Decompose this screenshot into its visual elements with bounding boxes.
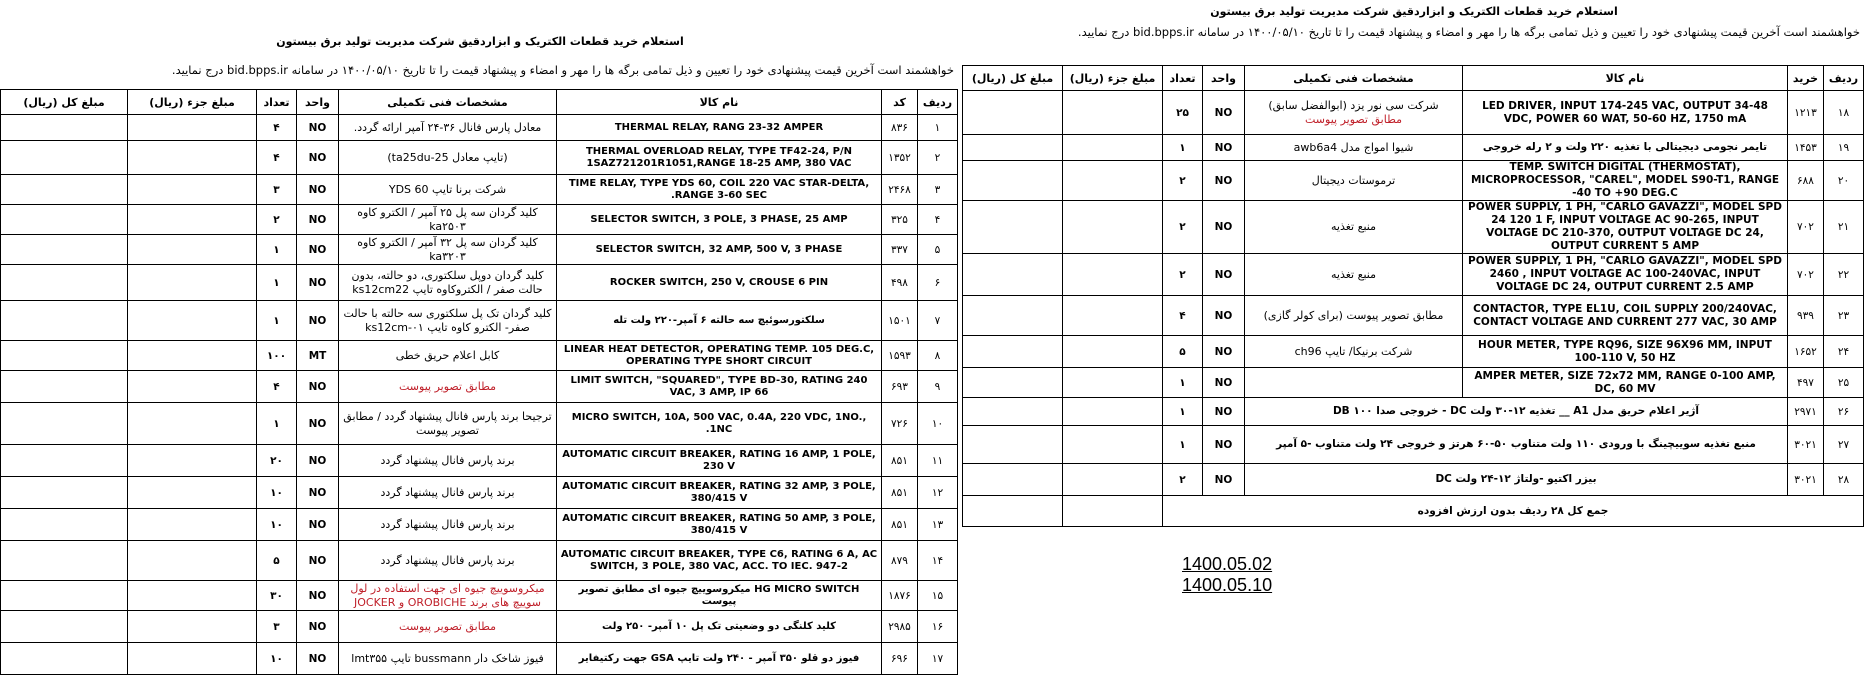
header-code: خرید xyxy=(1788,66,1824,91)
total-price-cell xyxy=(963,398,1063,426)
unit-price-cell xyxy=(128,205,257,235)
item-spec: شرکت برنا تایپ YDS 60 xyxy=(339,175,557,205)
item-spec: کابل اعلام حریق خطی xyxy=(339,341,557,371)
left-table-header xyxy=(1,90,958,115)
item-name: THERMAL RELAY, RANG 23-32 AMPER xyxy=(557,115,882,141)
item-unit: NO xyxy=(1203,398,1245,426)
table-row xyxy=(963,464,1864,496)
item-name: کلید کلنگی دو وضعیتی تک پل ۱۰ آمپر- ۲۵۰ ولت xyxy=(557,611,882,643)
item-name: SELECTOR SWITCH, 32 AMP, 500 V, 3 PHASE xyxy=(557,235,882,265)
total-label: جمع کل ۲۸ ردیف بدون ارزش افزوده xyxy=(1163,496,1864,527)
item-unit: NO xyxy=(297,175,339,205)
item-name: سلکتورسوئیچ سه حالته ۶ آمپر-۲۲۰ ولت تله xyxy=(557,301,882,341)
item-code: ۲۴۶۸ xyxy=(882,175,918,205)
row-number: ۲۸ xyxy=(1824,464,1864,496)
item-name: AUTOMATIC CIRCUIT BREAKER, RATING 50 AMP, 3 POLE, 380/415 V xyxy=(557,509,882,541)
item-name: THERMAL OVERLOAD RELAY, TYPE TF42-24, P/N 1SAZ721201R1051,RANGE 18-25 AMP, 380 VAC xyxy=(557,141,882,175)
total-price-cell xyxy=(1,643,128,675)
table-row xyxy=(1,235,958,265)
item-spec xyxy=(1245,135,1463,161)
total-price-cell xyxy=(1,235,128,265)
item-unit: NO xyxy=(297,403,339,445)
item-qty: ۲ xyxy=(1163,254,1203,296)
unit-price-cell xyxy=(1063,296,1163,336)
item-name: HOUR METER, TYPE RQ96, SIZE 96X96 MM, INPUT 100-110 V, 50 HZ xyxy=(1463,336,1788,368)
total-price-cell xyxy=(963,201,1063,254)
item-code: ۱۴۵۳ xyxy=(1788,135,1824,161)
item-code: ۷۰۲ xyxy=(1788,201,1824,254)
total-price-cell xyxy=(963,368,1063,398)
total-price-cell xyxy=(963,161,1063,201)
right-sheet xyxy=(962,0,1866,527)
header-qty: تعداد xyxy=(257,90,297,115)
table-row xyxy=(963,201,1864,254)
table-row xyxy=(1,643,958,675)
item-code: ۲۹۷۱ xyxy=(1788,398,1824,426)
total-price-cell xyxy=(1,611,128,643)
item-spec: (تایپ معادل ta25du-25) xyxy=(339,141,557,175)
item-name: AUTOMATIC CIRCUIT BREAKER, TYPE C6, RATING 6 A, AC SWITCH, 3 POLE, 380 VAC, ACC. TO IEC. 947-2 xyxy=(557,541,882,581)
table-row xyxy=(963,426,1864,464)
item-unit: NO xyxy=(297,445,339,477)
item-spec: مطابق تصویر پیوست xyxy=(339,371,557,403)
item-unit: NO xyxy=(297,477,339,509)
total-price-cell xyxy=(1,175,128,205)
table-row xyxy=(963,296,1864,336)
unit-price-cell xyxy=(128,541,257,581)
item-spec-text: شیوا امواج مدل awb6a4 xyxy=(1293,140,1414,154)
item-spec: کلید گردان سه پل ۲۵ آمپر / الکترو کاوه ka۲۵۰۳ xyxy=(339,205,557,235)
item-code: ۱۶۵۲ xyxy=(1788,336,1824,368)
item-qty: ۱ xyxy=(1163,135,1203,161)
item-spec: کلید گردان دوپل سلکتوری، دو حالته، بدون حالت صفر / الکتروکاوه تایپ ks12cm22 xyxy=(339,265,557,301)
row-number: ۵ xyxy=(918,235,958,265)
item-code: ۱۲۱۳ xyxy=(1788,91,1824,135)
row-number: ۱۲ xyxy=(918,477,958,509)
item-spec: میکروسوییچ جیوه ای جهت استفاده در لول سوییچ های برند OROBICHE و JOCKER xyxy=(339,581,557,611)
row-number: ۲۳ xyxy=(1824,296,1864,336)
item-name: POWER SUPPLY, 1 PH, "CARLO GAVAZZI", MODEL SPD 24 120 1 F, INPUT VOLTAGE AC 90-265, INPUT VOLTAGE DC 210-370, OUTPUT VOLTAGE DC 24, OUTPUT CURRENT 5 AMP xyxy=(1463,201,1788,254)
header-unit: واحد xyxy=(297,90,339,115)
total-price-cell xyxy=(1,477,128,509)
header-unit: واحد xyxy=(1203,66,1245,91)
header-total-price: مبلغ کل (ریال) xyxy=(1,90,128,115)
table-row xyxy=(963,91,1864,135)
row-number: ۲ xyxy=(918,141,958,175)
total-unit-price-cell xyxy=(1063,496,1163,527)
right-items-table xyxy=(962,65,1864,527)
header-item-name: نام کالا xyxy=(1463,66,1788,91)
item-spec: برند پارس فانال پیشنهاد گردد xyxy=(339,541,557,581)
item-qty: ۳۰ xyxy=(257,581,297,611)
row-number: ۱۳ xyxy=(918,509,958,541)
item-spec-text: شرکت سی نور یزد (ابوالفضل سابق) xyxy=(1268,98,1439,112)
item-code: ۸۳۶ xyxy=(882,115,918,141)
total-price-cell xyxy=(963,254,1063,296)
item-unit: NO xyxy=(297,141,339,175)
item-qty: ۳ xyxy=(257,175,297,205)
item-name: POWER SUPPLY, 1 PH, "CARLO GAVAZZI", MODEL SPD 2460 , INPUT VOLTAGE AC 100-240VAC, INPUT VOLTAGE DC 24, OUTPUT CURRENT 2.5 AMP xyxy=(1463,254,1788,296)
item-spec: مطابق تصویر پیوست xyxy=(339,611,557,643)
total-row xyxy=(963,496,1864,527)
total-price-cell xyxy=(1,341,128,371)
item-qty: ۱۰ xyxy=(257,509,297,541)
item-unit: MT xyxy=(297,341,339,371)
row-number: ۱۵ xyxy=(918,581,958,611)
header-spec: مشخصات فنی تکمیلی xyxy=(339,90,557,115)
item-spec-text: شرکت برنیکا/ تایپ ch96 xyxy=(1294,344,1413,358)
item-name: منبع تغذیه سوییچینگ با ورودی ۱۱۰ ولت متناوب ۵۰-۶۰ هرتز و خروجی ۲۴ ولت متناوب -۵ آمپر xyxy=(1245,426,1788,464)
unit-price-cell xyxy=(1063,201,1163,254)
item-unit: NO xyxy=(1203,336,1245,368)
row-number: ۱۹ xyxy=(1824,135,1864,161)
table-row xyxy=(1,141,958,175)
item-code: ۱۳۵۲ xyxy=(882,141,918,175)
right-table-body xyxy=(963,91,1864,496)
date-start: 1400.05.02 xyxy=(1182,554,1273,574)
unit-price-cell xyxy=(128,301,257,341)
table-row xyxy=(1,541,958,581)
unit-price-cell xyxy=(128,141,257,175)
row-number: ۲۱ xyxy=(1824,201,1864,254)
header-row-no: ردیف xyxy=(1824,66,1864,91)
item-spec: برند پارس فانال پیشنهاد گردد xyxy=(339,445,557,477)
item-spec: کلید گردان تک پل سلکتوری سه حالته با حالت صفر- الکترو کاوه تایپ ks12cm-۰۱ xyxy=(339,301,557,341)
total-price-cell xyxy=(1,301,128,341)
left-sheet-title: استعلام خرید قطعات الکتریک و ابزاردقیق شرکت مدیریت تولید برق بیستون xyxy=(276,35,684,48)
item-code: ۶۸۸ xyxy=(1788,161,1824,201)
item-unit: NO xyxy=(297,235,339,265)
unit-price-cell xyxy=(128,509,257,541)
row-number: ۲۰ xyxy=(1824,161,1864,201)
item-unit: NO xyxy=(297,115,339,141)
item-unit: NO xyxy=(1203,296,1245,336)
item-spec-text: ترموستات دیجیتال xyxy=(1311,173,1396,187)
total-price-cell xyxy=(1,115,128,141)
header-unit-price: مبلغ جزء (ریال) xyxy=(1063,66,1163,91)
unit-price-cell xyxy=(128,477,257,509)
dates-block xyxy=(1182,554,1272,596)
item-spec-text: مطابق تصویر پیوست (برای کولر گازی) xyxy=(1263,308,1444,322)
unit-price-cell xyxy=(1063,398,1163,426)
item-code: ۷۲۶ xyxy=(882,403,918,445)
header-code: کد xyxy=(882,90,918,115)
item-name: CONTACTOR, TYPE EL1U, COIL SUPPLY 200/240VAC, CONTACT VOLTAGE AND CURRENT 277 VAC, 30 AMP xyxy=(1463,296,1788,336)
item-qty: ۱ xyxy=(1163,368,1203,398)
item-name: LINEAR HEAT DETECTOR, OPERATING TEMP. 105 DEG.C, OPERATING TYPE SHORT CIRCUIT xyxy=(557,341,882,371)
item-unit: NO xyxy=(297,581,339,611)
item-qty: ۱۰ xyxy=(257,477,297,509)
unit-price-cell xyxy=(128,235,257,265)
item-qty: ۲ xyxy=(1163,464,1203,496)
item-name: TIME RELAY, TYPE YDS 60, COIL 220 VAC STAR-DELTA, RANGE 3-60 SEC. xyxy=(557,175,882,205)
item-qty: ۲ xyxy=(1163,201,1203,254)
item-unit: NO xyxy=(1203,254,1245,296)
item-unit: NO xyxy=(1203,91,1245,135)
item-qty: ۳ xyxy=(257,611,297,643)
unit-price-cell xyxy=(1063,254,1163,296)
total-price-cell xyxy=(1,371,128,403)
row-number: ۴ xyxy=(918,205,958,235)
row-number: ۹ xyxy=(918,371,958,403)
item-code: ۱۵۰۱ xyxy=(882,301,918,341)
table-row xyxy=(1,403,958,445)
item-qty: ۴ xyxy=(257,141,297,175)
total-price-cell xyxy=(963,91,1063,135)
total-price-cell xyxy=(963,336,1063,368)
table-row xyxy=(1,509,958,541)
item-spec: کلید گردان سه پل ۳۲ آمپر / الکترو کاوه ka۳۲۰۳ xyxy=(339,235,557,265)
total-price-cell xyxy=(963,496,1063,527)
header-total-price: مبلغ کل (ریال) xyxy=(963,66,1063,91)
item-qty: ۱ xyxy=(257,235,297,265)
item-code: ۲۹۸۵ xyxy=(882,611,918,643)
unit-price-cell xyxy=(1063,161,1163,201)
total-price-cell xyxy=(963,296,1063,336)
table-row xyxy=(1,301,958,341)
item-unit: NO xyxy=(297,371,339,403)
table-row xyxy=(963,161,1864,201)
total-price-cell xyxy=(963,135,1063,161)
item-unit: NO xyxy=(1203,368,1245,398)
item-spec: ترجیحا برند پارس فانال پیشنهاد گردد / مطابق تصویر پیوست xyxy=(339,403,557,445)
right-table-header xyxy=(963,66,1864,91)
total-price-cell xyxy=(963,426,1063,464)
item-name: آژیر اعلام حریق مدل A1 __ تغذیه ۱۲-۳۰ ولت DC - خروجی صدا ۱۰۰ DB xyxy=(1245,398,1788,426)
item-code: ۸۵۱ xyxy=(882,477,918,509)
item-qty: ۲ xyxy=(257,205,297,235)
item-spec xyxy=(1245,91,1463,135)
item-qty: ۵ xyxy=(1163,336,1203,368)
table-row xyxy=(1,611,958,643)
item-qty: ۴ xyxy=(1163,296,1203,336)
item-name: LIMIT SWITCH, "SQUARED", TYPE BD-30, RATING 240 VAC, 3 AMP, IP 66 xyxy=(557,371,882,403)
item-spec xyxy=(1245,201,1463,254)
unit-price-cell xyxy=(1063,91,1163,135)
item-qty: ۱۰ xyxy=(257,643,297,675)
table-row xyxy=(1,205,958,235)
table-row xyxy=(963,398,1864,426)
item-spec xyxy=(1245,296,1463,336)
item-qty: ۱ xyxy=(257,301,297,341)
table-row xyxy=(1,265,958,301)
table-row xyxy=(1,371,958,403)
item-qty: ۲ xyxy=(1163,161,1203,201)
unit-price-cell xyxy=(128,115,257,141)
item-spec xyxy=(1245,254,1463,296)
item-unit: NO xyxy=(297,541,339,581)
header-qty: تعداد xyxy=(1163,66,1203,91)
item-name: ROCKER SWITCH, 250 V, CROUSE 6 PIN xyxy=(557,265,882,301)
item-unit: NO xyxy=(1203,161,1245,201)
item-name: فیوز دو قلو ۳۵۰ آمپر - ۲۴۰ ولت تایپ GSA جهت رکتیفایر xyxy=(557,643,882,675)
item-code: ۳۰۲۱ xyxy=(1788,426,1824,464)
item-name: LED DRIVER, INPUT 174-245 VAC, OUTPUT 34-48 VDC, POWER 60 WAT, 50-60 HZ, 1750 mA xyxy=(1463,91,1788,135)
unit-price-cell xyxy=(128,445,257,477)
date-end: 1400.05.10 xyxy=(1182,575,1273,595)
item-spec-text: منبع تغذیه xyxy=(1331,267,1376,281)
item-spec xyxy=(1245,161,1463,201)
item-code: ۶۹۳ xyxy=(882,371,918,403)
row-number: ۲۵ xyxy=(1824,368,1864,398)
header-spec: مشخصات فنی تکمیلی xyxy=(1245,66,1463,91)
item-unit: NO xyxy=(1203,201,1245,254)
right-sheet-title: استعلام خرید قطعات الکتریک و ابزاردقیق شرکت مدیریت تولید برق بیستون xyxy=(1210,5,1618,18)
item-unit: NO xyxy=(297,509,339,541)
item-name: MICRO SWITCH, 10A, 500 VAC, 0.4A, 220 VDC, 1NO., 1NC. xyxy=(557,403,882,445)
row-number: ۳ xyxy=(918,175,958,205)
unit-price-cell xyxy=(128,265,257,301)
item-qty: ۱ xyxy=(257,265,297,301)
item-code: ۹۳۹ xyxy=(1788,296,1824,336)
item-code: ۶۹۶ xyxy=(882,643,918,675)
item-name: AMPER METER, SIZE 72x72 MM, RANGE 0-100 AMP, DC, 60 MV xyxy=(1463,368,1788,398)
header-unit-price: مبلغ جزء (ریال) xyxy=(128,90,257,115)
total-price-cell xyxy=(1,205,128,235)
total-price-cell xyxy=(1,509,128,541)
item-qty: ۵ xyxy=(257,541,297,581)
item-qty: ۲۰ xyxy=(257,445,297,477)
item-unit: NO xyxy=(1203,426,1245,464)
item-name: تایمر نجومی دیجیتالی با تغذیه ۲۲۰ ولت و ۲ رله خروجی xyxy=(1463,135,1788,161)
unit-price-cell xyxy=(128,643,257,675)
item-qty: ۴ xyxy=(257,115,297,141)
row-number: ۱۴ xyxy=(918,541,958,581)
item-spec: معادل پارس فانال ۳۶-۲۴ آمپر ارائه گردد. xyxy=(339,115,557,141)
item-qty: ۲۵ xyxy=(1163,91,1203,135)
item-name: AUTOMATIC CIRCUIT BREAKER, RATING 16 AMP, 1 POLE, 230 V xyxy=(557,445,882,477)
total-price-cell xyxy=(1,403,128,445)
item-name: بیزر اکتیو -ولتاژ ۱۲-۲۴ ولت DC xyxy=(1245,464,1788,496)
item-code: ۳۳۷ xyxy=(882,235,918,265)
table-row xyxy=(963,254,1864,296)
item-unit: NO xyxy=(297,301,339,341)
table-row xyxy=(1,115,958,141)
total-price-cell xyxy=(1,141,128,175)
row-number: ۱۱ xyxy=(918,445,958,477)
total-price-cell xyxy=(1,541,128,581)
unit-price-cell xyxy=(1063,368,1163,398)
item-code: ۸۵۱ xyxy=(882,509,918,541)
total-price-cell xyxy=(963,464,1063,496)
item-unit: NO xyxy=(297,205,339,235)
table-row xyxy=(1,445,958,477)
unit-price-cell xyxy=(128,403,257,445)
item-code: ۱۵۹۳ xyxy=(882,341,918,371)
right-sheet-request-text: خواهشمند است آخرین قیمت پیشنهادی خود را تعیین و ذیل تمامی برگه ها را مهر و امضاء و پیشنهاد قیمت را تا تاریخ ۱۴۰۰/۰۵/۱۰ در سامانه bid.bpps.ir درج نمایید. xyxy=(1077,25,1860,39)
item-spec-text: منبع تغذیه xyxy=(1331,220,1376,233)
unit-price-cell xyxy=(128,611,257,643)
item-name: TEMP. SWITCH DIGITAL (THERMOSTAT), MICROPROCESSOR, "CAREL", MODEL S90-T1, RANGE -40 TO +90 DEG.C xyxy=(1463,161,1788,201)
table-row xyxy=(1,175,958,205)
item-code: ۸۵۱ xyxy=(882,445,918,477)
item-code: ۳۲۵ xyxy=(882,205,918,235)
table-row xyxy=(963,368,1864,398)
table-row xyxy=(963,135,1864,161)
unit-price-cell xyxy=(1063,426,1163,464)
table-row xyxy=(1,477,958,509)
header-row-no: ردیف xyxy=(918,90,958,115)
table-row xyxy=(1,581,958,611)
item-spec: برند پارس فانال پیشنهاد گردد xyxy=(339,477,557,509)
total-price-cell xyxy=(1,581,128,611)
item-unit: NO xyxy=(1203,135,1245,161)
row-number: ۶ xyxy=(918,265,958,301)
item-qty: ۱ xyxy=(1163,426,1203,464)
item-code: ۴۹۸ xyxy=(882,265,918,301)
left-table-body xyxy=(1,115,958,675)
unit-price-cell xyxy=(128,341,257,371)
unit-price-cell xyxy=(1063,336,1163,368)
row-number: ۲۴ xyxy=(1824,336,1864,368)
left-items-table xyxy=(0,89,958,675)
item-name: SELECTOR SWITCH, 3 POLE, 3 PHASE, 25 AMP xyxy=(557,205,882,235)
total-price-cell xyxy=(1,265,128,301)
table-row xyxy=(963,336,1864,368)
item-name: HG MICRO SWITCH میکروسوییچ جیوه ای مطابق تصویر پیوست xyxy=(557,581,882,611)
unit-price-cell xyxy=(1063,464,1163,496)
row-number: ۱۷ xyxy=(918,643,958,675)
unit-price-cell xyxy=(128,371,257,403)
item-spec xyxy=(1245,368,1463,398)
item-spec xyxy=(1245,336,1463,368)
row-number: ۱۸ xyxy=(1824,91,1864,135)
row-number: ۸ xyxy=(918,341,958,371)
item-qty: ۱ xyxy=(1163,398,1203,426)
item-spec: برند پارس فانال پیشنهاد گردد xyxy=(339,509,557,541)
item-code: ۷۰۲ xyxy=(1788,254,1824,296)
item-qty: ۴ xyxy=(257,371,297,403)
item-unit: NO xyxy=(1203,464,1245,496)
row-number: ۲۲ xyxy=(1824,254,1864,296)
row-number: ۱۰ xyxy=(918,403,958,445)
left-sheet-request-text: خواهشمند است آخرین قیمت پیشنهادی خود را تعیین و ذیل تمامی برگه ها را مهر و امضاء و پیشنهاد قیمت را تا تاریخ ۱۴۰۰/۰۵/۱۰ در سامانه bid.bpps.ir درج نمایید. xyxy=(171,63,954,77)
item-qty: ۱ xyxy=(257,403,297,445)
item-unit: NO xyxy=(297,643,339,675)
unit-price-cell xyxy=(128,175,257,205)
item-code: ۸۷۹ xyxy=(882,541,918,581)
item-spec-note: مطابق تصویر پیوست xyxy=(1305,112,1402,126)
row-number: ۲۶ xyxy=(1824,398,1864,426)
row-number: ۷ xyxy=(918,301,958,341)
item-code: ۳۰۲۱ xyxy=(1788,464,1824,496)
item-qty: ۱۰۰ xyxy=(257,341,297,371)
row-number: ۱۶ xyxy=(918,611,958,643)
item-unit: NO xyxy=(297,265,339,301)
item-name: AUTOMATIC CIRCUIT BREAKER, RATING 32 AMP, 3 POLE, 380/415 V xyxy=(557,477,882,509)
item-code: ۴۹۷ xyxy=(1788,368,1824,398)
unit-price-cell xyxy=(128,581,257,611)
item-unit: NO xyxy=(297,611,339,643)
table-row xyxy=(1,341,958,371)
item-spec: فیوز شاخک دار bussmann تایپ lmt۳۵۵ xyxy=(339,643,557,675)
row-number: ۲۷ xyxy=(1824,426,1864,464)
unit-price-cell xyxy=(1063,135,1163,161)
total-price-cell xyxy=(1,445,128,477)
row-number: ۱ xyxy=(918,115,958,141)
item-code: ۱۸۷۶ xyxy=(882,581,918,611)
header-item-name: نام کالا xyxy=(557,90,882,115)
